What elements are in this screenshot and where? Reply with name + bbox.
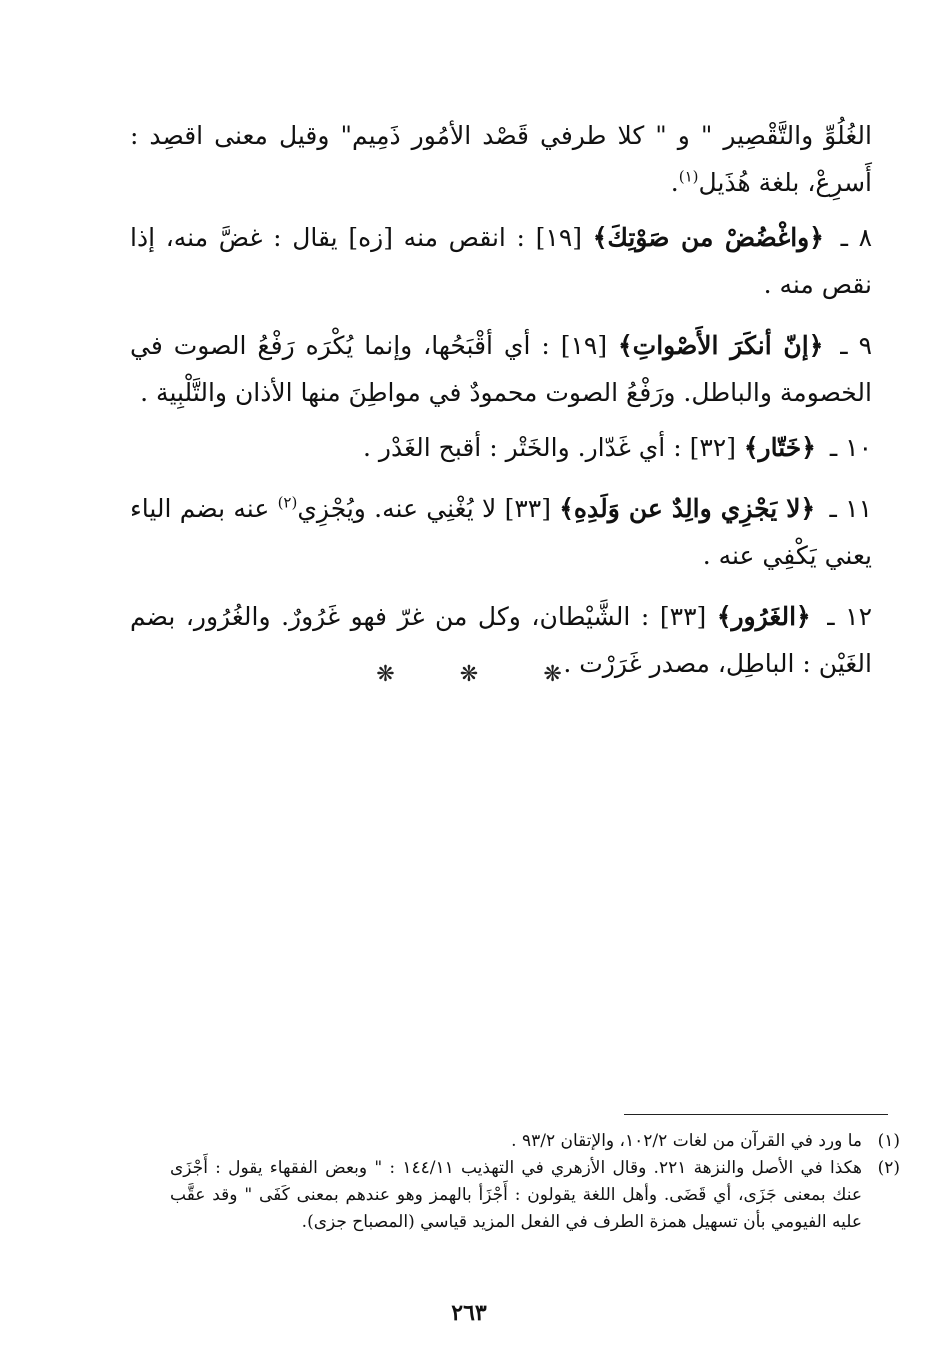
entry-text: [١٩] : انقص منه [زه] يقال : غضَّ منه، إذا نقص منه .	[130, 223, 872, 299]
entry-number: ٩ ـ	[840, 331, 872, 360]
entry-number: ١٠ ـ	[829, 433, 872, 462]
footnote-mark: (١)	[877, 1131, 900, 1151]
entry-number: ٨ ـ	[840, 223, 872, 252]
footnote-mark: (٢)	[877, 1158, 900, 1178]
quran-phrase: ﴿إنّ أنكَرَ الأَصْواتِ﴾	[618, 331, 824, 360]
asterism-icon: ❋	[376, 662, 395, 687]
footnote-divider	[624, 1114, 888, 1115]
entry-number: ١١ ـ	[829, 494, 872, 523]
footnotes	[170, 1128, 900, 1236]
section-separator	[0, 662, 938, 687]
entry-11	[130, 485, 872, 579]
quran-phrase: ﴿واغْضُضْ من صَوْتِكَ﴾	[592, 223, 824, 252]
asterism-icon: ❋	[543, 662, 562, 687]
footnote-ref: (١)	[678, 167, 699, 186]
entry-text: [٣٢] : أي غَدّار. والخَتْر : أقبح الغَدْر .	[363, 433, 736, 462]
footnote-text: هكذا في الأصل والنزهة ٢٢١. وقال الأزهري في التهذيب ١٤٤/١١ : " وبعض الفقهاء يقول : أَجْزَى عنك بمعنى جَزَى، أي قَضَى. وأهل اللغة يقولون : أَجْزَأ بالهمز وهو عندهم بمعنى كَفَى " وقد عقَّب عليه الفيومي بأن تسهيل همزة الطرف في الفعل المزيد قياسي (المصباح جزى).	[170, 1158, 862, 1232]
entry-tail: عنه بضم الياء يعني يَكْفِي عنه .	[130, 494, 872, 570]
footnote-text: ما ورد في القرآن من لغات ١٠٢/٢، والإتقان ٩٣/٢ .	[511, 1131, 862, 1151]
main-text	[130, 112, 872, 701]
footnote-ref: (٢)	[277, 493, 298, 512]
footnote	[170, 1128, 900, 1155]
paragraph-tail: .	[670, 168, 679, 197]
entry-text: [٣٣] لا يُغْنِي عنه. ويُجْزِي	[297, 494, 551, 523]
entry-text: [٣٣] : الشَّيْطان، وكل من غرّ فهو غَرُورٌ. والغُرُور، بضم الغَيْن : الباطِل، مصدر غَرَرْت .	[130, 602, 872, 678]
quran-phrase: ﴿خَتّار﴾	[743, 433, 816, 462]
entry-9	[130, 322, 872, 416]
entry-10	[130, 424, 872, 471]
paragraph-text: الغُلُوِّ والتَّقْصِير " و " كلا طرفي قَصْد الأمُور ذَمِيم" وقيل معنى اقصِد : أَسرِعْ، بلغة هُذَيل	[130, 121, 872, 197]
entry-number: ١٢ ـ	[827, 602, 873, 631]
paragraph-continuation	[130, 112, 872, 206]
entry-8	[130, 214, 872, 308]
quran-phrase: ﴿الغَرُور﴾	[716, 602, 811, 631]
page-number: ٢٦٣	[451, 1300, 487, 1326]
footnote	[170, 1155, 900, 1236]
quran-phrase: ﴿لا يَجْزِي والِدٌ عن وَلَدِهِ﴾	[559, 494, 816, 523]
entry-text: [١٩] : أي أقْبَحُها، وإنما يُكْرَه رَفْعُ الصوت في الخصومة والباطل. ورَفْعُ الصوت محمودٌ في مواطِنَ منها الأذان والتَّلْبِية .	[130, 331, 872, 407]
asterism-icon: ❋	[459, 662, 479, 687]
